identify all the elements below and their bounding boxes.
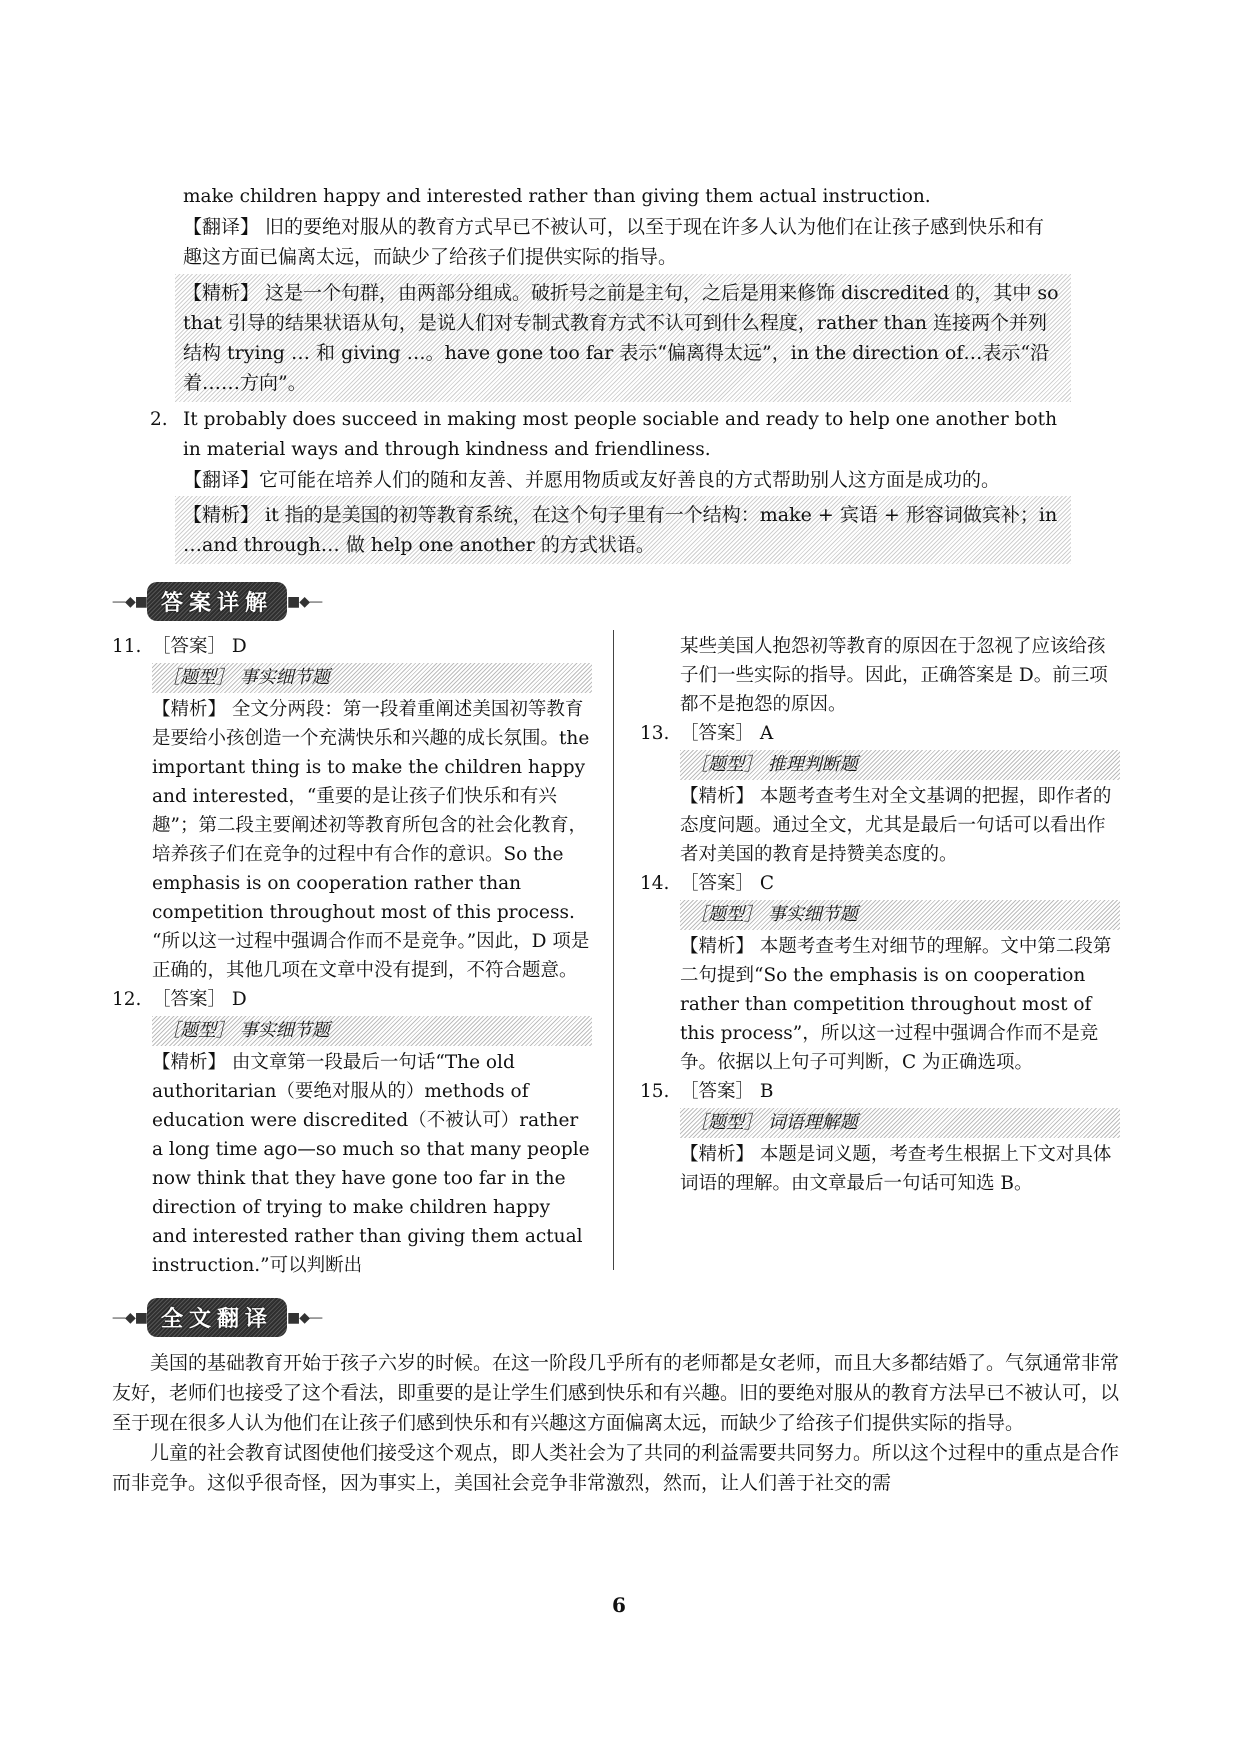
- banner-ornament-left: —◆■: [112, 593, 147, 610]
- q14-question-type: ［题型］ 事实细节题: [680, 900, 1120, 930]
- q12-number: 12.: [112, 989, 142, 1010]
- q15-answer: ［答案］ B: [680, 1081, 774, 1102]
- q14-number: 14.: [640, 873, 670, 894]
- q2-translation: 【翻译】它可能在培养人们的随和友善、并愿用物质或友好善良的方式帮助别人这方面是成功的。: [183, 469, 1001, 491]
- continued-sentence: make children happy and interested rather than giving them actual instruction.: [183, 186, 931, 207]
- banner-ornament-right: ■◆—: [287, 593, 323, 610]
- q14-answer: ［答案］ C: [680, 873, 775, 894]
- q15-number: 15.: [640, 1081, 670, 1102]
- q14-answer-line: [640, 869, 1118, 898]
- q12-answer-line: [112, 985, 590, 1014]
- q13-answer: ［答案］ A: [680, 723, 774, 744]
- q12-analysis-continued: 某些美国人抱怨初等教育的原因在于忽视了应该给孩子们一些实际的指导。因此，正确答案是 D。前三项都不是抱怨的原因。: [680, 636, 1108, 715]
- right-column: [640, 632, 1118, 1198]
- q13-answer-line: [640, 719, 1118, 748]
- q12-answer: ［答案］ D: [152, 989, 247, 1010]
- q13-question-type: ［题型］ 推理判断题: [680, 750, 1120, 780]
- q13-analysis: 【精析】 本题考查考生对全文基调的把握，即作者的态度问题。通过全文，尤其是最后一句话可以看出作者对美国的教育是持赞美态度的。: [680, 786, 1112, 865]
- q11-analysis: 【精析】 全文分两段：第一段着重阐述美国初等教育是要给小孩创造一个充满快乐和兴趣的成长氛围。the important thing is to make the children happy and interested，“重要的是让孩子们快乐和有兴趣”；第二段主要阐述初等教育所包含的社会化教育，培养孩子们在竞争的过程中有合作的意识。So the emphasis is on cooperation rather than competition throughout most of this process. “所以这一过程中强调合作而不是竞争。”因此，D 项是正确的，其他几项在文章中没有提到，不符合题意。: [152, 699, 590, 981]
- q2-analysis-box: 【精析】 it 指的是美国的初等教育系统，在这个句子里有一个结构：make + 宾语 + 形容词做宾补；in …and through… 做 help one another 的方式状语。: [175, 496, 1071, 564]
- translation-paragraph-2: 儿童的社会教育试图使他们接受这个观点，即人类社会为了共同的利益需要共同努力。所以这个过程中的重点是合作而非竞争。这似乎很奇怪，因为事实上，美国社会竞争非常激烈，然而，让人们善于社交的需: [112, 1442, 1120, 1494]
- answer-explanation-banner: [112, 582, 322, 621]
- full-translation-banner: [112, 1298, 322, 1337]
- left-column: [112, 632, 590, 1280]
- q15-question-type: ［题型］ 词语理解题: [680, 1108, 1120, 1138]
- q11-question-type: ［题型］ 事实细节题: [152, 663, 592, 693]
- translation-paragraph-1: 美国的基础教育开始于孩子六岁的时候。在这一阶段几乎所有的老师都是女老师，而且大多都结婚了。气氛通常非常友好，老师们也接受了这个看法，即重要的是让学生们感到快乐和有兴趣。旧的要绝对服从的教育方法早已不被认可，以至于现在很多人认为他们在让孩子们感到快乐和有兴趣这方面偏离太远，而缺少了给孩子们提供实际的指导。: [112, 1352, 1120, 1434]
- q1-translation: 【翻译】 旧的要绝对服从的教育方式早已不被认可，以至于现在许多人认为他们在让孩子感到快乐和有趣这方面已偏离太远，而缺少了给孩子们提供实际的指导。: [183, 216, 1045, 268]
- banner-title: 全文翻译: [147, 1298, 287, 1337]
- banner-ornament-right: ■◆—: [287, 1309, 323, 1326]
- column-divider: [613, 630, 614, 1270]
- q2-number: 2.: [150, 409, 168, 430]
- q1-analysis-box: 【精析】 这是一个句群，由两部分组成。破折号之前是主句，之后是用来修饰 discredited 的，其中 so that 引导的结果状语从句，是说人们对专制式教育方式不认可到什么程度，rather than 连接两个并列结构 trying … 和 giving …。have gone too far 表示“偏离得太远”，in the direction of…表示“沿着……方向”。: [175, 274, 1071, 402]
- q11-answer: ［答案］ D: [152, 636, 247, 657]
- q12-question-type: ［题型］ 事实细节题: [152, 1016, 592, 1046]
- q14-analysis: 【精析】 本题考查考生对细节的理解。文中第二段第二句提到“So the emphasis is on cooperation rather than competition throughout most of this process”，所以这一过程中强调合作而不是竞争。依据以上句子可判断，C 为正确选项。: [680, 936, 1112, 1073]
- full-translation-body: [112, 1348, 1126, 1498]
- q15-analysis: 【精析】 本题是词义题，考查考生根据上下文对具体词语的理解。由文章最后一句话可知选 B。: [680, 1144, 1112, 1194]
- q2-sentence: It probably does succeed in making most people sociable and ready to help one another both in material ways and through kindness and friendliness.: [183, 409, 1057, 460]
- q11-answer-line: [112, 632, 590, 661]
- page-number: 6: [612, 1593, 626, 1617]
- q12-analysis: 【精析】 由文章第一段最后一句话“The old authoritarian（要绝对服从的）methods of education were discredited（不被认可）rather a long time ago—so much so that many people now think that they have gone too far in the direction of trying to make children happy and interested rather than giving them actual instruction.”可以判断出: [152, 1052, 590, 1276]
- q15-answer-line: [640, 1077, 1118, 1106]
- banner-title: 答案详解: [147, 582, 287, 621]
- q11-number: 11.: [112, 636, 142, 657]
- q13-number: 13.: [640, 723, 670, 744]
- banner-ornament-left: —◆■: [112, 1309, 147, 1326]
